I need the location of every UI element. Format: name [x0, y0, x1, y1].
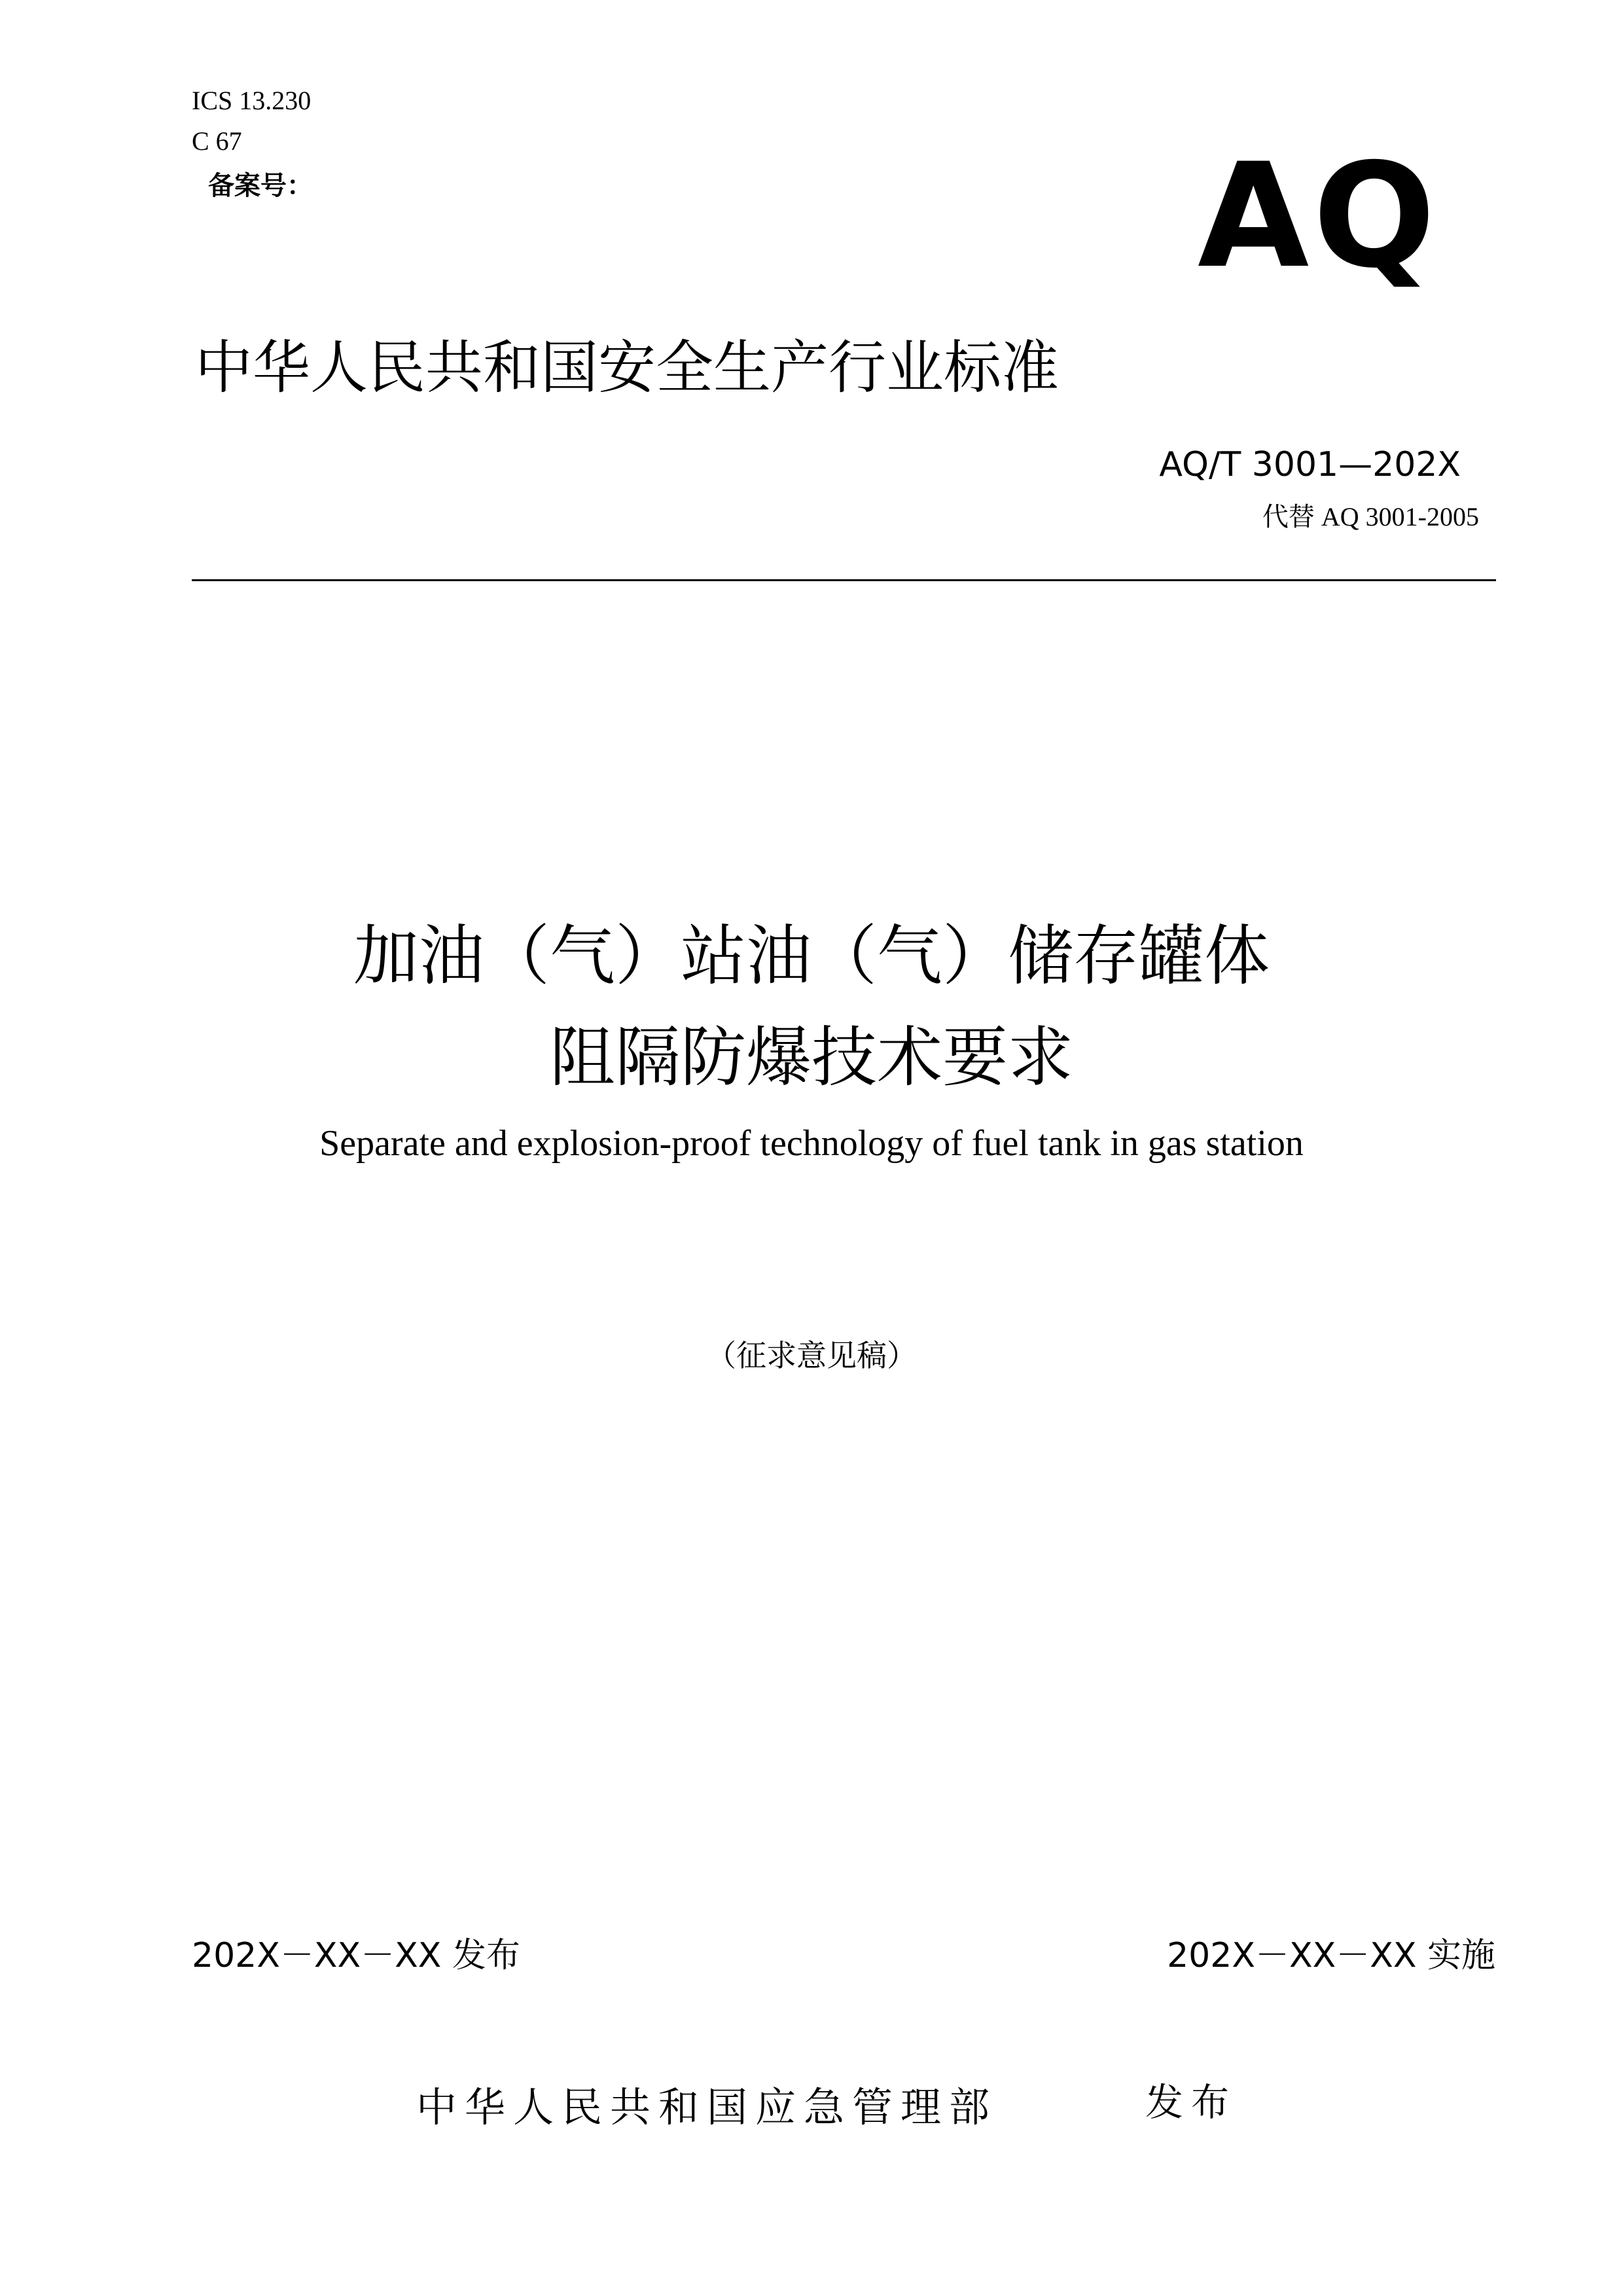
effective-date: 202X－XX－XX 实施	[1167, 1936, 1495, 1975]
english-title: Separate and explosion-proof technology of fuel tank in gas station	[319, 1123, 1304, 1164]
issue-date: 202X－XX－XX 发布	[192, 1936, 520, 1975]
publisher-name: 中华人民共和国应急管理部	[416, 2083, 998, 2131]
aq-logo: AQ	[1198, 132, 1440, 300]
ccs-code: C 67	[192, 126, 242, 156]
industry-standard-heading: 中华人民共和国安全生产行业标准	[195, 334, 1060, 401]
header-divider	[192, 579, 1496, 581]
ics-code: ICS 13.230	[192, 86, 312, 115]
title-line-2: 阻隔防爆技术要求	[550, 1019, 1073, 1096]
publish-label: 发布	[1145, 2080, 1238, 2125]
filing-number-label: 备案号：	[208, 171, 313, 201]
replaces-standard: 代替 AQ 3001-2005	[1262, 502, 1479, 531]
standard-number: AQ/T 3001—202X	[1159, 445, 1461, 484]
title-line-1: 加油（气）站油（气）储存罐体	[353, 918, 1270, 994]
draft-status: （征求意见稿）	[706, 1339, 917, 1372]
